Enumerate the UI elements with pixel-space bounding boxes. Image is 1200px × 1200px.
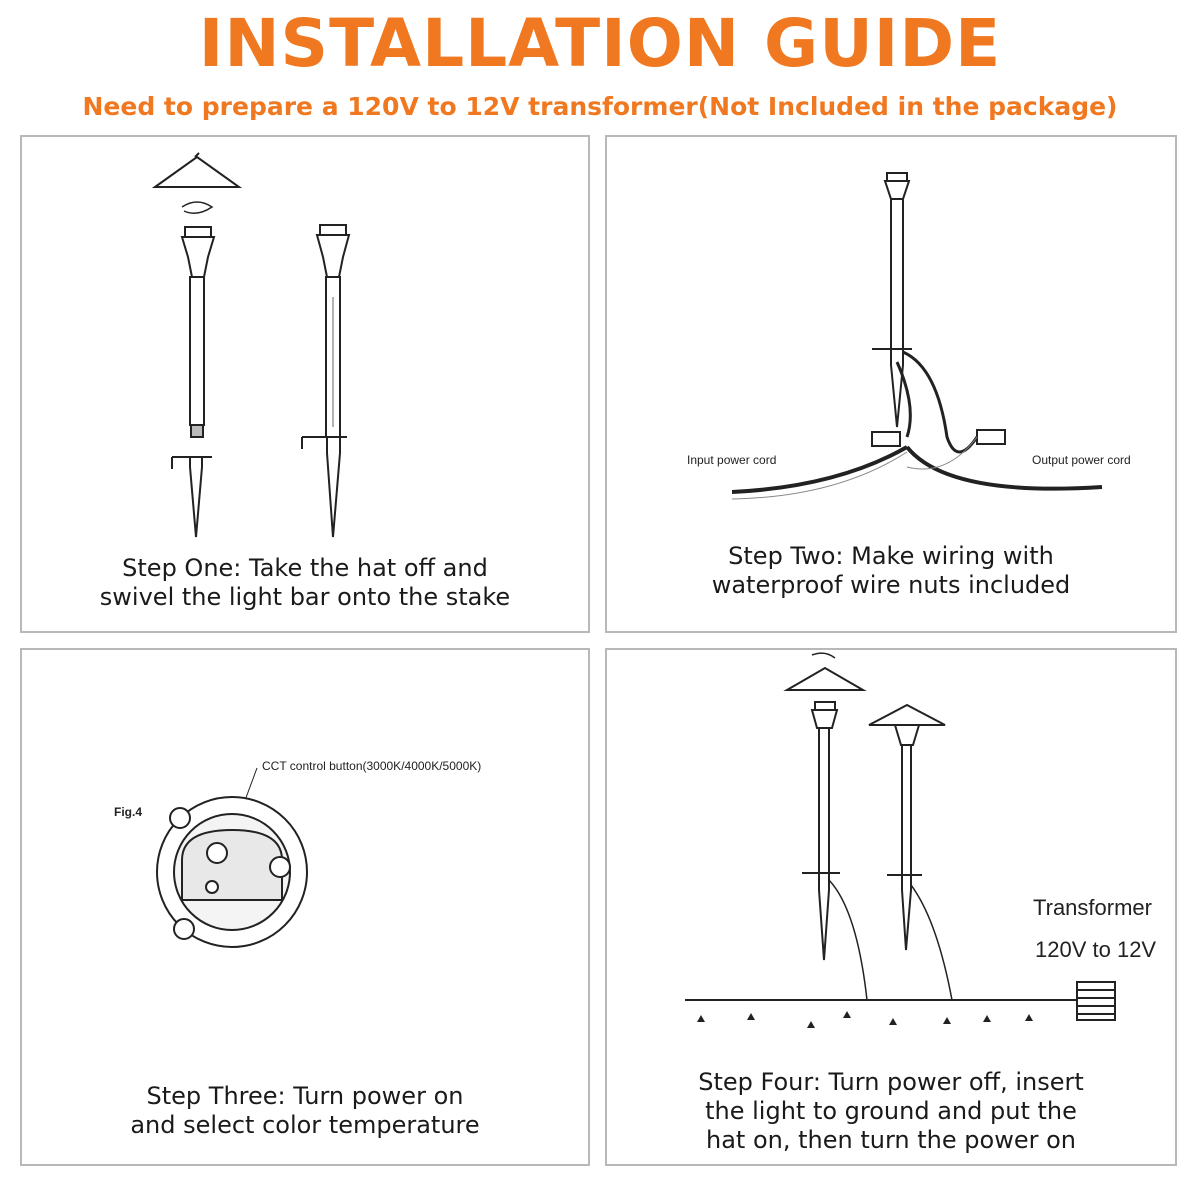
- caption-line: swivel the light bar onto the stake: [99, 583, 511, 611]
- cct-button-label: CCT control button(3000K/4000K/5000K): [262, 759, 482, 773]
- fig-label: Fig.4: [114, 805, 143, 819]
- step-four-caption: [607, 1068, 1175, 1155]
- page-subtitle: Need to prepare a 120V to 12V transformer(Not Included in the package): [82, 92, 1118, 121]
- caption-line: Step One: Take the hat off and: [122, 554, 488, 582]
- caption-line: Step Four: Turn power off, insert: [698, 1068, 1084, 1096]
- ground-stake: [172, 457, 212, 537]
- caption-line: and select color temperature: [130, 1111, 480, 1139]
- caption-line: the light to ground and put the: [705, 1097, 1077, 1125]
- step-one-panel: [20, 135, 590, 633]
- light-bar: [190, 277, 204, 425]
- step-one-caption: [22, 554, 588, 612]
- wire-nut: [872, 432, 900, 446]
- cct-control-button: [207, 843, 227, 863]
- caption-line: Step Two: Make wiring with: [728, 542, 1054, 570]
- caption-line: Step Three: Turn power on: [146, 1082, 464, 1110]
- rotate-arrow-icon: [182, 202, 212, 213]
- step-four-panel: [605, 648, 1177, 1166]
- wire-nut: [977, 430, 1005, 444]
- output-power-cord-label: Output power cord: [1032, 453, 1131, 467]
- page-title: INSTALLATION GUIDE: [198, 5, 1002, 82]
- caption-line: hat on, then turn the power on: [706, 1126, 1076, 1154]
- step-three-caption: [22, 1082, 588, 1140]
- lamp-hat: [155, 157, 239, 187]
- step-two-panel: [605, 135, 1177, 633]
- input-power-cord-label: Input power cord: [687, 453, 777, 467]
- caption-line: waterproof wire nuts included: [711, 571, 1071, 599]
- voltage-label: 120V to 12V: [1035, 937, 1157, 962]
- transformer-label: Transformer: [1033, 895, 1152, 920]
- step-two-caption: [607, 542, 1175, 600]
- step-three-panel: [20, 648, 590, 1166]
